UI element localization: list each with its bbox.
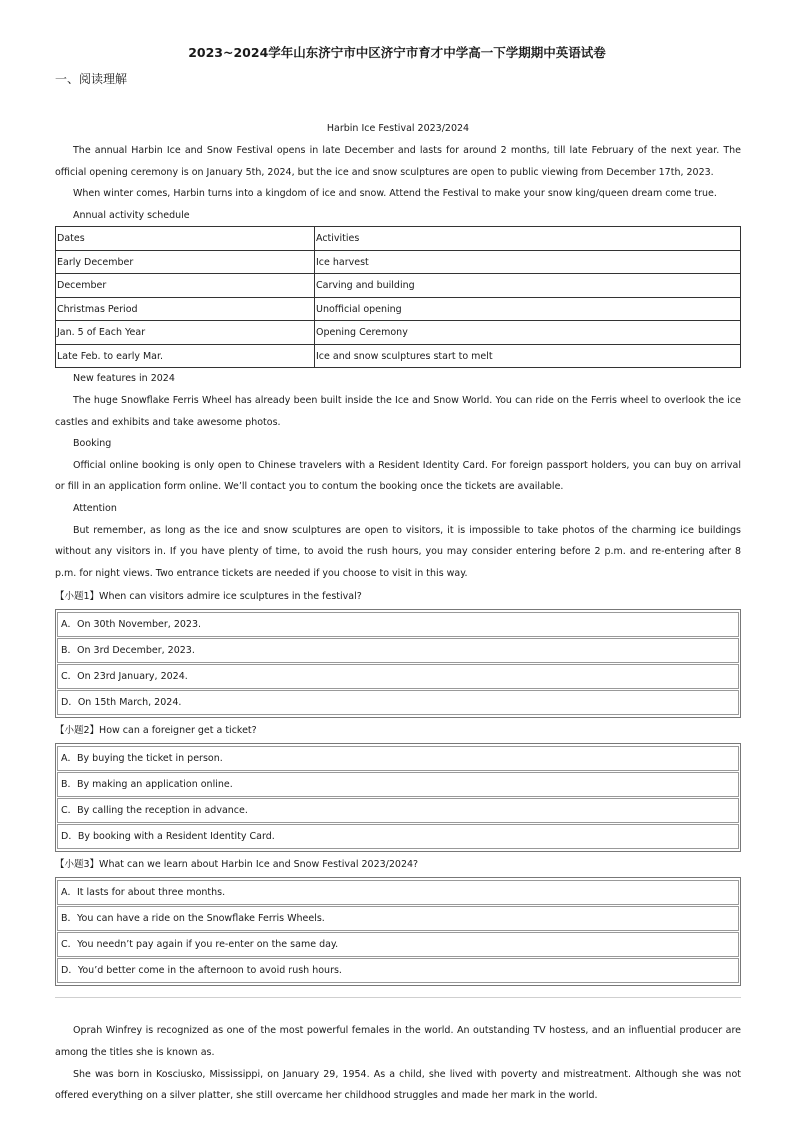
passage-paragraph: Oprah Winfrey is recognized as one of the most powerful females in the world. An outstanding TV hostess, and an influential producer are among the titles she is known as.	[55, 1025, 741, 1058]
booking-label: Booking	[73, 438, 112, 450]
table-cell: Ice harvest	[315, 250, 741, 274]
table-row	[56, 321, 741, 345]
answer-option[interactable]: D．You’d better come in the afternoon to avoid rush hours.	[57, 958, 739, 983]
section-heading: 一、阅读理解	[55, 72, 128, 86]
attention-label: Attention	[73, 502, 117, 514]
table-row	[56, 274, 741, 298]
answer-option[interactable]: B．You can have a ride on the Snowflake Ferris Wheels.	[57, 906, 739, 931]
table-cell: Carving and building	[315, 274, 741, 298]
answer-option[interactable]: B．On 3rd December, 2023.	[57, 638, 739, 663]
answer-option[interactable]: D．On 15th March, 2024.	[57, 690, 739, 715]
option-group	[55, 877, 741, 986]
spacer	[55, 998, 741, 1020]
option-group	[55, 609, 741, 718]
table-cell: Late Feb. to early Mar.	[56, 344, 315, 368]
table-row	[56, 344, 741, 368]
answer-option[interactable]: C．By calling the reception in advance.	[57, 798, 739, 823]
passage-paragraph: The annual Harbin Ice and Snow Festival opens in late December and lasts for around 2 months, till late February of the next year. The official opening ceremony is on January 5th, 2024, but the ice and snow sculptures are open to public viewing from December 17th, 2023.	[55, 145, 741, 178]
table-cell: Christmas Period	[56, 297, 315, 321]
table-cell: Jan. 5 of Each Year	[56, 321, 315, 345]
answer-option[interactable]: B．By making an application online.	[57, 772, 739, 797]
table-cell: Opening Ceremony	[315, 321, 741, 345]
table-header-cell: Dates	[56, 227, 315, 251]
passage-paragraph: The huge Snowflake Ferris Wheel has already been built inside the Ice and Snow World. You can ride on the Ferris wheel to overlook the ice castles and exhibits and take awesome photos.	[55, 394, 741, 428]
answer-option[interactable]: C．On 23rd January, 2024.	[57, 664, 739, 689]
table-row	[56, 250, 741, 274]
table-cell: Unofficial opening	[315, 297, 741, 321]
table-cell: Early December	[56, 250, 315, 274]
document-title: 2023~2024学年山东济宁市中区济宁市育才中学高一下学期期中英语试卷	[188, 45, 606, 60]
answer-option[interactable]: A．By buying the ticket in person.	[57, 746, 739, 771]
new-features-label: New features in 2024	[73, 373, 175, 385]
schedule-label: Annual activity schedule	[73, 209, 190, 221]
answer-option[interactable]: C．You needn’t pay again if you re-enter on the same day.	[57, 932, 739, 957]
passage-title: Harbin Ice Festival 2023/2024	[326, 123, 470, 134]
question-prompt: 【小题2】How can a foreigner get a ticket?	[55, 725, 257, 737]
option-group	[55, 743, 741, 852]
table-header-cell: Activities	[315, 227, 741, 251]
question-prompt: 【小题1】When can visitors admire ice sculptures in the festival?	[55, 591, 362, 603]
passage-paragraph: She was born in Kosciusko, Mississippi, on January 29, 1954. As a child, she lived with poverty and mistreatment. Although she was not offered everything on a silver platter, she still overcame her childhood struggles and made her mark in the world.	[55, 1068, 741, 1102]
table-header-row	[56, 227, 741, 251]
reading-section	[55, 118, 741, 1107]
answer-option[interactable]: A．On 30th November, 2023.	[57, 612, 739, 637]
table-cell: December	[56, 274, 315, 298]
passage-paragraph: Official online booking is only open to Chinese travelers with a Resident Identity Card. For foreign passport holders, you can buy on arrival or fill in an application form online. We’ll contact you to contum the booking once the tickets are available.	[55, 459, 741, 493]
answer-option[interactable]: A．It lasts for about three months.	[57, 880, 739, 905]
question-prompt: 【小题3】What can we learn about Harbin Ice and Snow Festival 2023/2024?	[55, 859, 419, 871]
passage-paragraph: But remember, as long as the ice and snow sculptures are open to visitors, it is impossible to take photos of the charming ice buildings without any visitors in. If you have plenty of time, to avoid the rush hours, you may consider entering before 2 p.m. and re-entering after 8 p.m. for night views. Two entrance tickets are needed if you choose to visit in this way.	[55, 524, 741, 579]
passage-paragraph: When winter comes, Harbin turns into a kingdom of ice and snow. Attend the Festival to make your snow king/queen dream come true.	[73, 188, 717, 200]
table-row	[56, 297, 741, 321]
schedule-table	[55, 226, 741, 368]
table-cell: Ice and snow sculptures start to melt	[315, 344, 741, 368]
answer-option[interactable]: D．By booking with a Resident Identity Card.	[57, 824, 739, 849]
